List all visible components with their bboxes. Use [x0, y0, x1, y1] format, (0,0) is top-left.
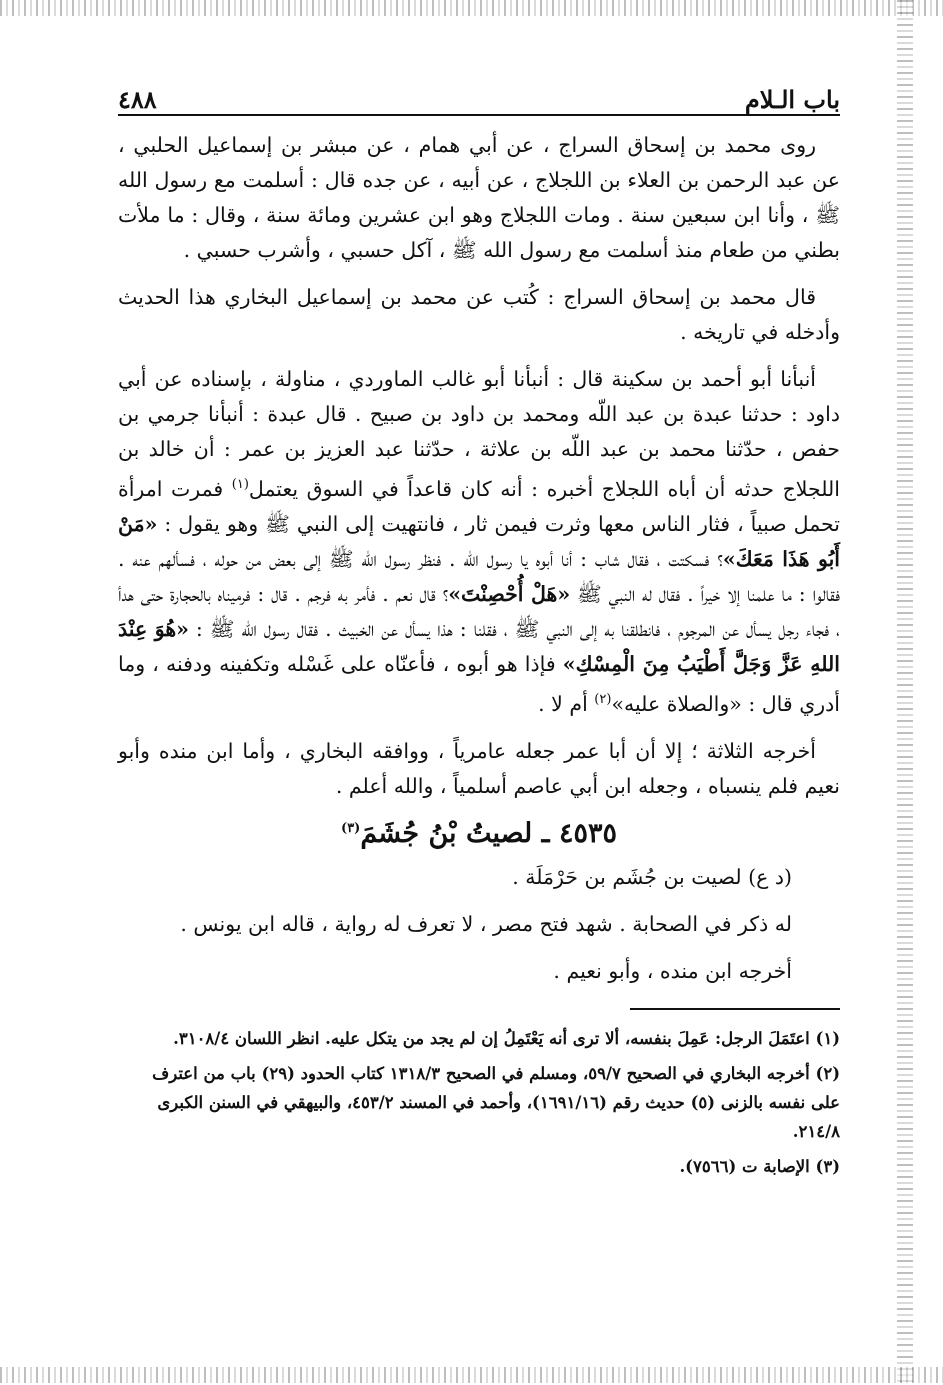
paragraph-4 [118, 734, 840, 804]
hadith-quote-3: «هُوَ عِنْدَ اللهِ عَزَّ وَجَلَّ أَطْيَبُ مِنَ الْمِسْكِ» [118, 616, 840, 676]
main-text [118, 128, 840, 804]
entry-heading-text: ٤٥٣٥ ـ لصيتُ بْنُ جُشَمَ [360, 817, 617, 849]
page-header [118, 76, 840, 116]
footnote-2: (٢) أخرجه البخاري في الصحيح ٥٩/٧، ومسلم في الصحيح ١٣١٨/٣ كتاب الحدود (٢٩) باب من اعترف على نفسه بالزنى (٥) حديث رقم (١٦٩١/١٦)، وأحمد في المسند ٤٥٣/٢، والبيهقي في السنن الكبرى ٢١٤/٨. [152, 1063, 840, 1141]
paragraph-text: روى محمد بن إسحاق السراج ، عن أبي همام ، عن مبشر بن إسماعيل الحلبي ، عن عبد الرحمن بن العلاء بن اللجلاج ، عن أبيه ، عن جده قال : أسلمت مع رسول الله ﷺ ، وأنا ابن سبعين سنة . ومات اللجلاج وهو ابن عشرين ومائة سنة ، وقال : ما ملأت بطني من طعام منذ أسلمت مع رسول الله ﷺ ، آكل حسبي ، وأشرب حسبي . [118, 133, 840, 262]
paragraph-3 [118, 362, 840, 722]
footnote-1: (١) اعتَمَلَ الرجل: عَمِلَ بنفسه، ألا ترى أنه يَعْتَمِلُ إن لم يجد من يتكل عليه. انظر اللسان ٣١٠٨/٤. [173, 1028, 840, 1048]
ornamental-border-top [0, 0, 943, 16]
entry-heading [118, 818, 840, 849]
page [118, 76, 840, 1187]
ornamental-border-right [897, 0, 913, 1385]
chapter-title: باب الـلام [744, 85, 840, 114]
paragraph-text: ؟ قال نعم . فأمر به فرجم . قال : فرميناه بالحجارة حتى هدأ ، فجاء رجل يسأل عن المرجوم ، فانطلقنا به إلى النبي ﷺ ، فقلنا : هذا يسأل عن الخبيث . فقال رسول الله ﷺ : [118, 581, 840, 641]
paragraph-text: قال محمد بن إسحاق السراج : كُتب عن محمد بن إسماعيل البخاري هذا الحديث وأدخله في تاريخه . [118, 285, 840, 344]
hadith-quote-1: «مَنْ أَبُو هَذَا مَعَكَ» [118, 511, 840, 571]
entry-line: (د ع) لصيت بن جُشَم بن حَرْمَلَة . [512, 864, 792, 889]
ornamental-border-bottom [0, 1367, 943, 1383]
paragraph-text: فمرت امرأة تحمل صبياً ، فثار الناس معها وثرت فيمن ثار ، فانتهيت إلى النبي ﷺ وهو يقول : [118, 476, 840, 536]
entry-body [118, 859, 840, 990]
paragraph-text: أخرجه الثلاثة ؛ إلا أن أبا عمر جعله عامرياً ، ووافقه البخاري ، وأما ابن منده وأبو نعيم فلم ينسباه ، وجعله ابن أبي عاصم أسلمياً ، والله أعلم . [118, 738, 840, 798]
paragraph-text: أم لا . [538, 691, 595, 716]
entry-line: له ذكر في الصحابة . شهد فتح مصر ، لا تعرف له رواية ، قاله ابن يونس . [180, 911, 792, 936]
paragraph-text: ؟ فسكتت ، فقال شاب : أنا أبوه يا رسول الله . فنظر رسول الله ﷺ إلى بعض من حوله ، فسألهم عنه . فقالوا : ما علمنا إلا خيراً . فقال له النبي ﷺ [118, 546, 840, 606]
paragraph-2 [118, 280, 840, 350]
footnote-3: (٣) الإصابة ت (٧٥٦٦). [679, 1156, 840, 1176]
hadith-quote-2: «هَلْ أُحْصِنْتَ» [448, 581, 571, 606]
paragraph-text: أنبأنا أبو أحمد بن سكينة قال : أنبأنا أبو غالب الماوردي ، مناولة ، بإسناده عن أبي داود : حدثنا عبدة بن عبد اللّه ومحمد بن داود بن صبيح . قال عبدة : أنبأنا جرمي بن حفص ، حدّثنا محمد بن عبد اللّه بن علاثة ، حدّثنا عبد العزيز بن عمر : أن خالد بن اللجلاج حدثه أن أباه اللجلاج أخبره : أنه كان قاعداً في السوق يعتمل [118, 367, 840, 501]
footnotes [118, 1024, 840, 1181]
footnote-ref-3: (٣) [341, 820, 361, 836]
paragraph-1 [118, 128, 840, 268]
footnote-ref-2: (٢) [594, 691, 612, 707]
footnote-ref-1: (١) [231, 477, 249, 492]
page-number: ٤٨٨ [118, 85, 157, 114]
footnote-separator [630, 1008, 840, 1010]
entry-line: أخرجه ابن منده ، وأبو نعيم . [553, 958, 792, 983]
paragraph-text: فإذا هو أبوه ، فأعنّاه على غَسْله وتكفينه ودفنه ، وما أدري قال : «والصلاة عليه» [118, 651, 840, 716]
